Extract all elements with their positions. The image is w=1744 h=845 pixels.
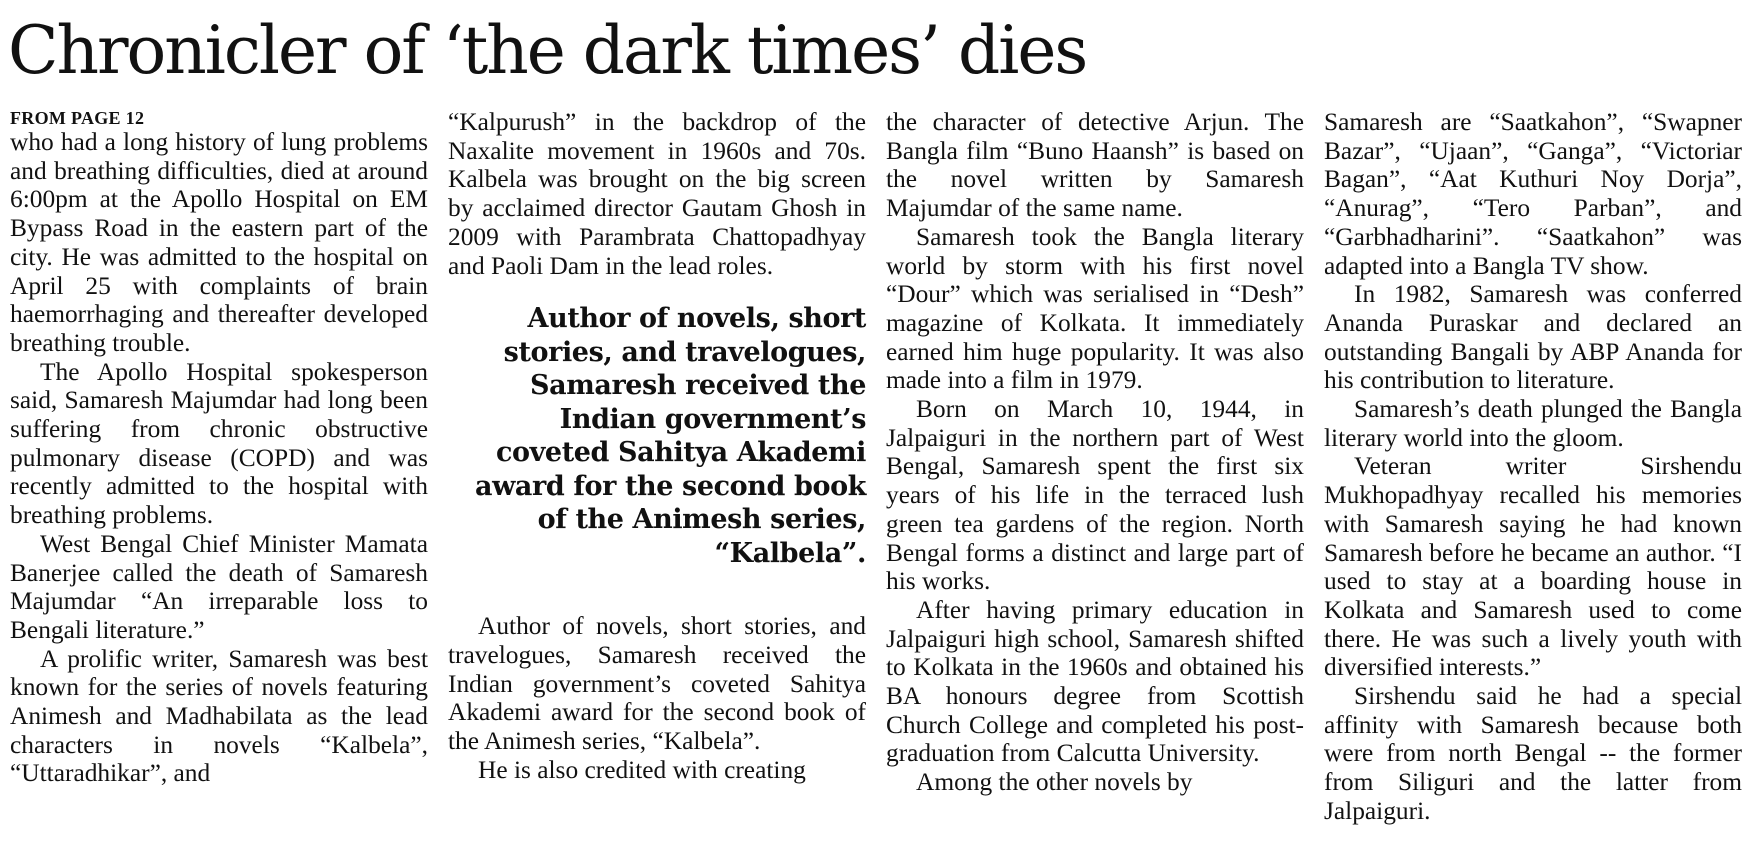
paragraph: “Kalpurush” in the backdrop of the Naxalite movement in 1960s and 70s. Kalbela was brought on the big screen by acclaimed director Gautam Ghosh in 2009 with Parambrata Chattopadhyay and Paoli Dam in the lead roles. <box>448 108 866 280</box>
paragraph: Born on March 10, 1944, in Jalpaiguri in the northern part of West Bengal, Samaresh spent the first six years of his life in the terraced lush green tea gardens of the region. North Bengal forms a distinct and large part of his works. <box>886 395 1304 596</box>
pull-quote: Author of novels, short stories, and travelogues, Samaresh received the Indian government’s coveted Sahitya Akademi award for the second book of the Animesh series, “Kalbela”. <box>474 303 866 569</box>
article-column-2 <box>448 108 866 784</box>
article-column-3 <box>886 108 1304 797</box>
continuation-kicker: FROM PAGE 12 <box>10 108 145 128</box>
paragraph: Author of novels, short stories, and travelogues, Samaresh received the Indian government’s coveted Sahitya Akademi award for the second book of the Animesh series, “Kalbela”. <box>448 612 866 756</box>
headline: Chronicler of ‘the dark times’ dies <box>8 12 1087 89</box>
paragraph: Veteran writer Sirshendu Mukhopadhyay recalled his memories with Samaresh saying he had known Samaresh before he became an author. “I used to stay at a boarding house in Kolkata and Samaresh used to come there. He was such a lively youth with diversified interests.” <box>1324 452 1742 682</box>
pull-quote-spacer <box>448 570 866 612</box>
paragraph: Samaresh took the Bangla literary world by storm with his first novel “Dour” which was serialised in “Desh” magazine of Kolkata. It immediately earned him huge popularity. It was also made into a film in 1979. <box>886 222 1304 395</box>
paragraph: A prolific writer, Samaresh was best known for the series of novels featuring Animesh and Madhabilata as the lead characters in novels “Kalbela”, “Uttaradhikar”, and <box>10 644 428 788</box>
paragraph: Among the other novels by <box>916 768 1193 797</box>
paragraph: Sirshendu said he had a special affinity with Samaresh because both were from north Bengal -- the former from Siliguri and the latter from Jalpaiguri. <box>1324 682 1742 825</box>
paragraph: In 1982, Samaresh was conferred Ananda Puraskar and declared an outstanding Bangali by ABP Ananda for his contribution to literature. <box>1324 280 1742 395</box>
paragraph: He is also credited with creating <box>478 755 806 784</box>
paragraph: West Bengal Chief Minister Mamata Banerjee called the death of Samaresh Majumdar “An irreparable loss to Bengali literature.” <box>10 529 428 644</box>
article-column-1 <box>10 108 428 788</box>
paragraph: the character of detective Arjun. The Bangla film “Buno Haansh” is based on the novel written by Samaresh Majumdar of the same name. <box>886 108 1304 223</box>
article-column-4 <box>1324 108 1742 826</box>
paragraph: After having primary education in Jalpaiguri high school, Samaresh shifted to Kolkata in the 1960s and obtained his BA honours degree from Scottish Church College and completed his post-graduation from Calcutta University. <box>886 595 1304 768</box>
paragraph: Samaresh are “Saatkahon”, “Swapner Bazar”, “Ujaan”, “Ganga”, “Victoriar Bagan”, “Aat Kuthuri Noy Dorja”, “Anurag”, “Tero Parban”, and “Garbhadharini”. “Saatkahon” was adapted into a Bangla TV show. <box>1324 108 1742 280</box>
paragraph: who had a long history of lung problems and breathing difficulties, died at around 6:00pm at the Apollo Hospital on EM Bypass Road in the eastern part of the city. He was admitted to the hospital on April 25 with complaints of brain haemorrhaging and thereafter developed breathing trouble. <box>10 128 428 357</box>
paragraph: The Apollo Hospital spokesperson said, Samaresh Majumdar had long been suffering from chronic obstructive pulmonary disease (COPD) and was recently admitted to the hospital with breathing problems. <box>10 357 428 530</box>
paragraph: Samaresh’s death plunged the Bangla literary world into the gloom. <box>1324 395 1742 452</box>
